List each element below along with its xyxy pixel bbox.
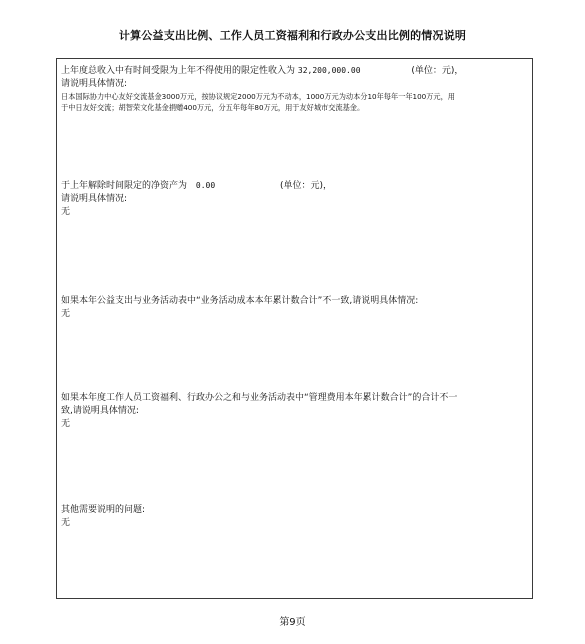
restricted-income-line: [61, 64, 526, 78]
released-assets-unit: (单位：元)，: [280, 181, 333, 191]
released-assets-answer: 无: [61, 207, 71, 217]
restricted-income-prompt: 请说明具体情况:: [61, 79, 128, 89]
public-welfare-question: 如果本年公益支出与业务活动表中“业务活动成本本年累计数合计”不一致,请说明具体情况:: [61, 296, 419, 306]
other-issues-section: [61, 504, 526, 530]
restricted-income-detail-line-2: 于中日友好交流；胡智荣文化基金捐赠400万元，分五年每年80万元，用于友好城市交流基金。: [61, 103, 365, 112]
explanation-form-box: [56, 58, 533, 599]
restricted-income-unit: (单位：元)，: [411, 66, 464, 76]
other-issues-question: 其他需要说明的问题:: [61, 505, 146, 515]
released-assets-section: [61, 179, 526, 219]
salary-admin-question-line-2: 致,请说明具体情况:: [61, 406, 139, 416]
page-title: 计算公益支出比例、工作人员工资福利和行政办公支出比例的情况说明: [118, 29, 467, 42]
restricted-income-detail-line-1: 日本国际协力中心友好交流基金3000万元，按协议规定2000万元为不动本，1000万元为动本分10年每年一年100万元，用: [61, 92, 455, 101]
public-welfare-answer: 无: [61, 309, 71, 319]
salary-admin-question-line-1: 如果本年度工作人员工资福利、行政办公之和与业务活动表中“管理费用本年累计数合计”的合计不一: [61, 393, 458, 403]
restricted-income-section: [61, 64, 526, 113]
released-assets-line: [61, 179, 526, 193]
salary-admin-answer: 无: [61, 419, 71, 429]
restricted-income-amount: 32,200,000.00: [297, 66, 361, 75]
released-assets-label: 于上年解除时间限定的净资产为: [61, 181, 188, 191]
released-assets-amount: 0.00: [195, 181, 216, 190]
other-issues-answer: 无: [61, 518, 71, 528]
page-number: 第9页: [279, 617, 306, 628]
restricted-income-label: 上年度总收入中有时间受限为上年不得使用的限定性收入为: [61, 66, 296, 76]
released-assets-prompt: 请说明具体情况:: [61, 194, 128, 204]
public-welfare-section: [61, 295, 526, 321]
salary-admin-section: [61, 392, 526, 431]
